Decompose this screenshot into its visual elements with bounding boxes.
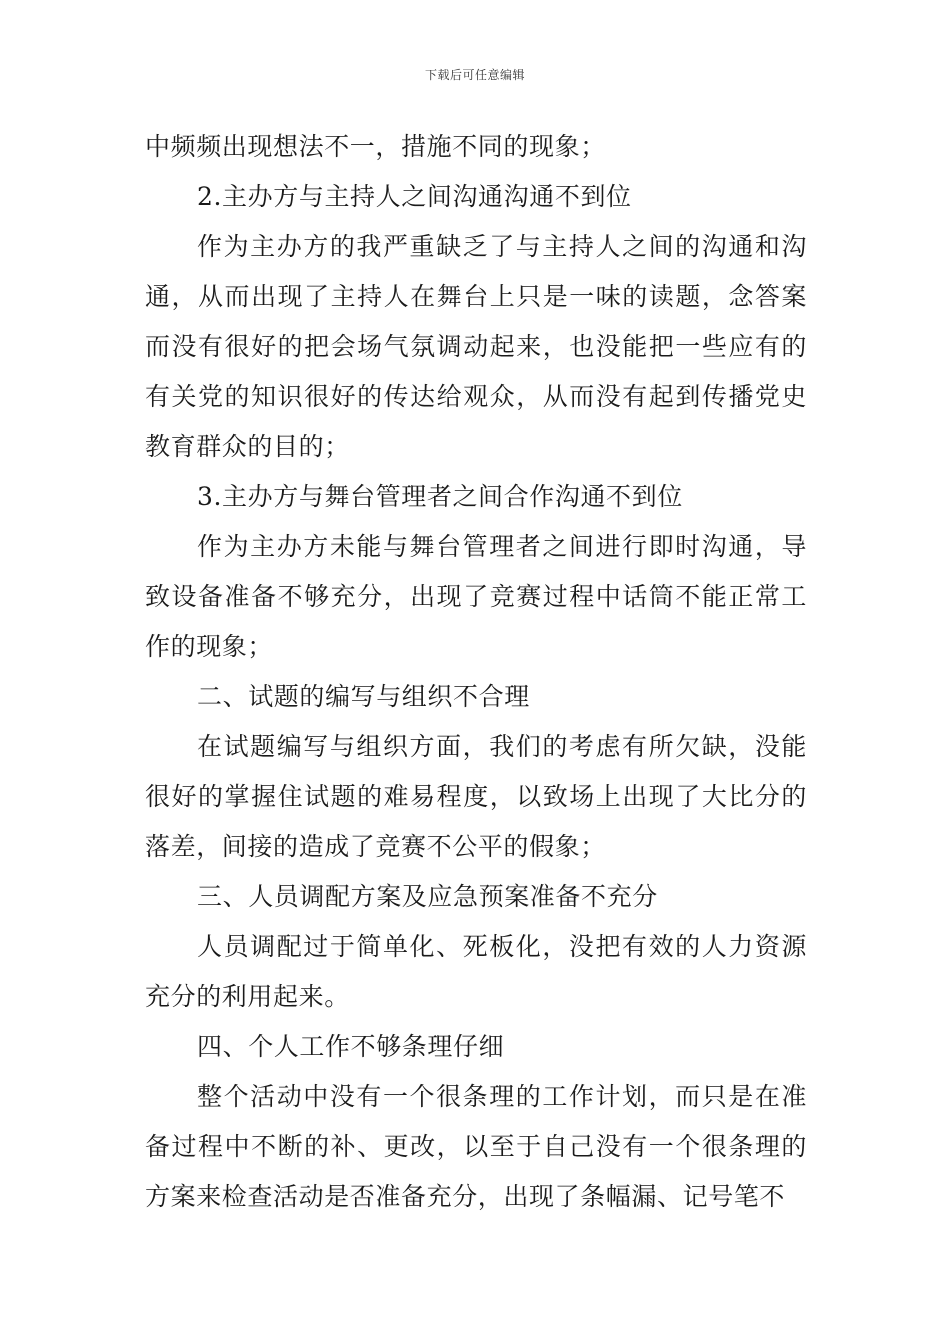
section-heading-staffing: 三、人员调配方案及应急预案准备不充分 <box>197 882 658 911</box>
paragraph-staffing: 人员调配过于简单化、死板化，没把有效的人力资源充分的利用起来。 <box>145 932 807 1011</box>
section-heading-personal-work: 四、个人工作不够条理仔细 <box>197 1032 505 1061</box>
paragraph-continuation: 中频频出现想法不一，措施不同的现象； <box>145 132 606 161</box>
section-heading-questions: 二、试题的编写与组织不合理 <box>197 682 530 711</box>
section-heading-2: 2.主办方与主持人之间沟通沟通不到位 <box>197 182 632 211</box>
document-body <box>145 122 807 1222</box>
paragraph-questions: 在试题编写与组织方面，我们的考虑有所欠缺，没能很好的掌握住试题的难易程度，以致场上出现了大比分的落差，间接的造成了竞赛不公平的假象； <box>145 732 807 861</box>
paragraph-host-communication: 作为主办方的我严重缺乏了与主持人之间的沟通和沟通，从而出现了主持人在舞台上只是一味的读题，念答案而没有很好的把会场气氛调动起来，也没能把一些应有的有关党的知识很好的传达给观众，从而没有起到传播党史教育群众的目的； <box>145 232 807 461</box>
paragraph-stage-communication: 作为主办方未能与舞台管理者之间进行即时沟通，导致设备准备不够充分，出现了竞赛过程中话筒不能正常工作的现象； <box>145 532 807 661</box>
page-header-note: 下载后可任意编辑 <box>424 68 525 82</box>
section-heading-3: 3.主办方与舞台管理者之间合作沟通不到位 <box>197 482 683 511</box>
paragraph-personal-work: 整个活动中没有一个很条理的工作计划，而只是在准备过程中不断的补、更改，以至于自己没有一个很条理的方案来检查活动是否准备充分，出现了条幅漏、记号笔不 <box>145 1082 807 1211</box>
